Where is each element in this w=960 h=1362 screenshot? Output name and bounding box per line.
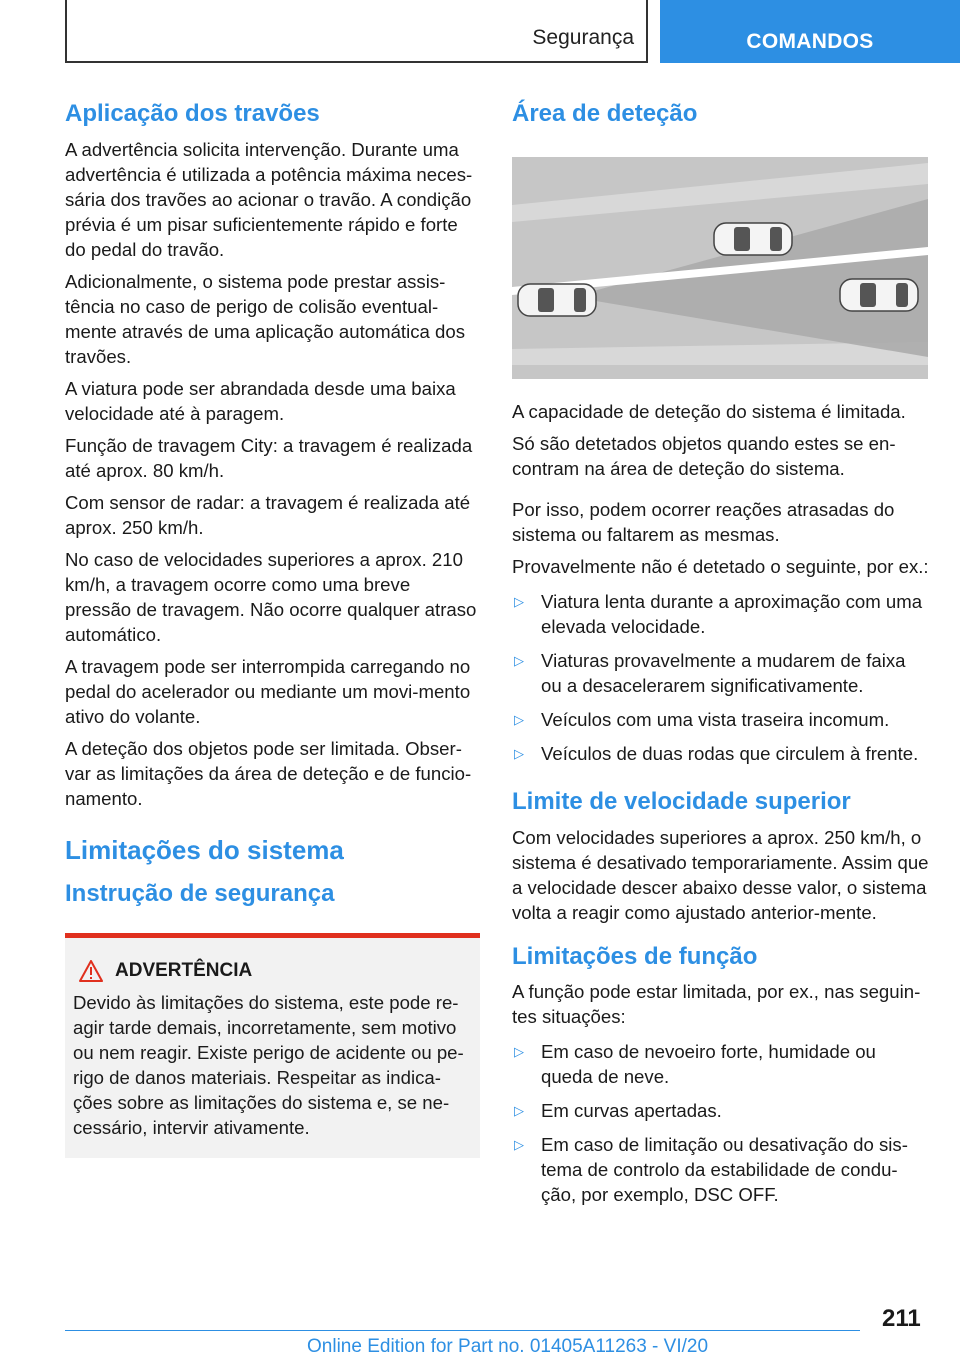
- triangle-bullet-icon: ▷: [514, 1103, 524, 1119]
- paragraph: A função pode estar limitada, por ex., nas seguin-tes situações:: [512, 981, 921, 1028]
- list-item: ▷ Veículos com uma vista traseira incomum.: [514, 708, 890, 730]
- list-item: ▷ Viatura lenta durante a aproximação com uma elevada velocidade.: [514, 590, 923, 637]
- paragraph: Provavelmente não é detetado o seguinte, por ex.:: [512, 555, 929, 577]
- not-detected-list: [512, 589, 930, 766]
- paragraph: A travagem pode ser interrompida carregando no pedal do acelerador ou mediante um movi-mento ativo do volante.: [65, 655, 471, 727]
- warning-box: [65, 933, 480, 1158]
- triangle-bullet-icon: ▷: [514, 1044, 524, 1060]
- warning-text: Devido às limitações do sistema, este pode re-agir tarde demais, incorretamente, sem motivo ou nem reagir. Existe perigo de acidente ou pe-rigo de danos materiais. Respeitar as indica-ções sobre as limitações do sistema e, se ne-cessário, intervir ativamente.: [73, 991, 464, 1138]
- triangle-bullet-icon: ▷: [514, 711, 524, 727]
- paragraph: A capacidade de deteção do sistema é limitada.: [512, 400, 906, 422]
- paragraph: Adicionalmente, o sistema pode prestar assis-tência no caso de perigo de colisão eventual-mente através de uma aplicação automática dos travões.: [65, 270, 465, 367]
- paragraph: No caso de velocidades superiores a aprox. 210 km/h, a travagem ocorre como uma breve pressão de travagem. Não ocorre qualquer atraso automático.: [65, 548, 477, 645]
- detection-area-illustration: [512, 157, 928, 379]
- header-box: [65, 0, 648, 63]
- triangle-bullet-icon: ▷: [514, 593, 524, 609]
- heading-instrucao: Instrução de segurança: [65, 879, 335, 907]
- triangle-bullet-icon: ▷: [514, 745, 524, 761]
- detection-area-diagram: [512, 157, 928, 379]
- footer-divider: [65, 1330, 860, 1331]
- heading-funcao: Limitações de função: [512, 942, 758, 970]
- triangle-bullet-icon: ▷: [514, 1137, 524, 1153]
- list-item: ▷ Em curvas apertadas.: [514, 1100, 722, 1122]
- heading-limitacoes: Limitações do sistema: [65, 834, 344, 865]
- header-section: Segurança: [532, 26, 634, 49]
- list-item: ▷ Em caso de limitação ou desativação do sis-tema de controlo da estabilidade de condu-ção, por exemplo, DSC OFF.: [514, 1134, 908, 1206]
- heading-aplicacao: Aplicação dos travões: [65, 100, 320, 127]
- warning-triangle-icon: [79, 960, 103, 982]
- paragraph: A advertência solicita intervenção. Durante uma advertência é utilizada a potência máxima neces-sária dos travões ao acionar o travão. A condição prévia é um pisar suficientemente rápido e forte do pedal do travão.: [65, 138, 473, 260]
- paragraph: Função de travagem City: a travagem é realizada até aprox. 80 km/h.: [65, 434, 473, 481]
- list-item: ▷ Veículos de duas rodas que circulem à frente.: [514, 742, 919, 764]
- footer-edition: Online Edition for Part no. 01405A11263 - VI/20: [307, 1336, 709, 1357]
- paragraph: Com velocidades superiores a aprox. 250 km/h, o sistema é desativado temporariamente. Assim que a velocidade descer abaixo desse valor, o sistema volta a reagir como ajustado anterior-mente.: [512, 826, 929, 923]
- right-column: [512, 100, 930, 1216]
- car-icon: [714, 223, 792, 255]
- heading-area: Área de deteção: [512, 100, 698, 127]
- page-number: 211: [882, 1305, 921, 1332]
- paragraph: Com sensor de radar: a travagem é realizada até aprox. 250 km/h.: [65, 491, 471, 538]
- heading-limite: Limite de velocidade superior: [512, 787, 851, 815]
- list-item: ▷ Em caso de nevoeiro forte, humidade ou queda de neve.: [514, 1041, 876, 1088]
- car-icon: [840, 279, 918, 311]
- warning-title: ADVERTÊNCIA: [115, 959, 253, 981]
- paragraph: Só são detetados objetos quando estes se en-contram na área de deteção do sistema.: [512, 432, 896, 479]
- list-item: ▷ Viaturas provavelmente a mudarem de faixa ou a desacelerarem significativamente.: [514, 649, 906, 696]
- header-tab: COMANDOS: [660, 0, 960, 63]
- paragraph: Por isso, podem ocorrer reações atrasadas do sistema ou faltarem as mesmas.: [512, 498, 895, 545]
- paragraph: A deteção dos objetos pode ser limitada. Obser-var as limitações da área de deteção e de funcio-namento.: [65, 737, 472, 809]
- warning-header: [73, 960, 472, 982]
- car-icon: [518, 284, 596, 316]
- triangle-bullet-icon: ▷: [514, 652, 524, 668]
- function-limits-list: [512, 1039, 930, 1207]
- paragraph: A viatura pode ser abrandada desde uma baixa velocidade até à paragem.: [65, 377, 456, 424]
- left-column: [65, 100, 480, 1158]
